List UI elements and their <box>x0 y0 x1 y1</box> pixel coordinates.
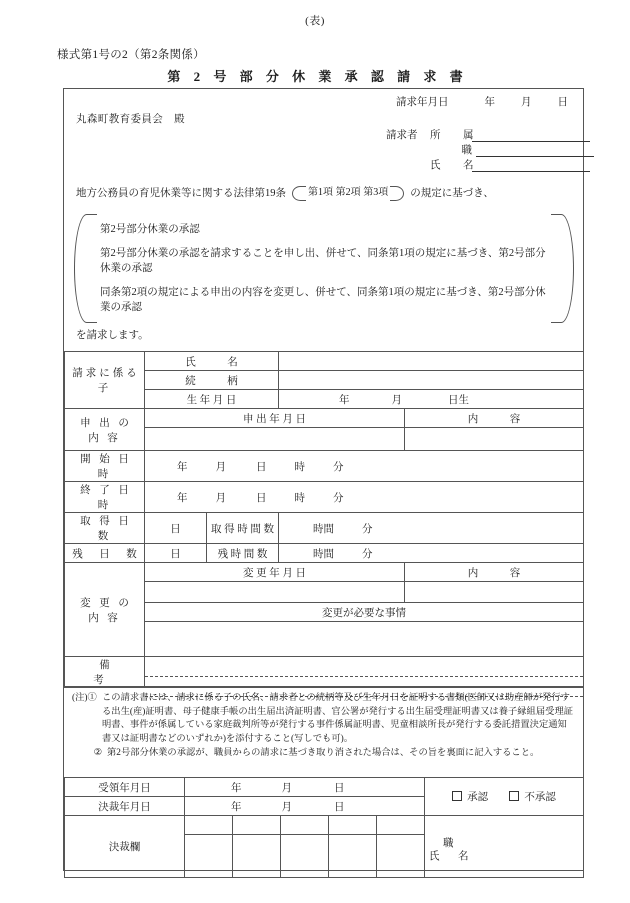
child-birth-value[interactable] <box>279 390 584 409</box>
end-year: 年 <box>177 492 188 504</box>
request-date-day[interactable]: 日 <box>557 97 568 108</box>
remarks-value[interactable] <box>145 657 584 688</box>
bracket-left-icon <box>292 186 306 201</box>
start-hour: 時 <box>294 461 305 473</box>
affiliation-label: 所 属 <box>430 130 480 141</box>
note-2-marker: ② <box>93 748 102 758</box>
table-row-start-datetime <box>65 451 584 482</box>
requester-affiliation-row <box>386 127 594 142</box>
child-birth-day: 日生 <box>448 394 469 406</box>
request-option-group[interactable] <box>74 214 574 321</box>
remaining-hours-unit: 時間 <box>313 548 334 560</box>
law-clause-line <box>76 185 494 200</box>
table-row-end-datetime <box>65 482 584 513</box>
acquired-hours-unit: 時間 <box>313 523 334 535</box>
change-date-label: 変 更 年 月 日 <box>145 563 405 582</box>
request-option-3[interactable]: 同条第2項の規定による申出の内容を変更し、併せて、同条第1項の規定に基づき、第2号部分休業の承認 <box>100 287 546 313</box>
request-date-line <box>396 94 568 109</box>
name-input[interactable] <box>472 159 590 172</box>
decision-month: 月 <box>281 801 292 813</box>
decision-day: 日 <box>334 801 345 813</box>
receipt-year: 年 <box>231 782 242 794</box>
change-reason-value[interactable] <box>145 622 584 657</box>
page-title: 第 2 号 部 分 休 業 承 認 請 求 書 <box>167 69 468 84</box>
request-date-month[interactable]: 月 <box>521 97 532 108</box>
child-section-label: 請求に係る子 <box>65 352 145 409</box>
acquired-days-label: 取 得 日 数 <box>65 513 145 544</box>
name-label: 氏 名 <box>430 160 480 171</box>
clause-option-1[interactable]: 第1項 <box>308 187 333 198</box>
acquired-days-unit: 日 <box>170 523 181 535</box>
approve-label: 承認 <box>467 792 489 803</box>
end-day: 日 <box>256 492 267 504</box>
requester-position-row <box>386 142 594 157</box>
seal-sign-cell-3[interactable] <box>281 835 329 878</box>
acquired-min-unit: 分 <box>362 523 373 535</box>
child-relation-value[interactable] <box>279 371 584 390</box>
table-row-receipt-date <box>65 778 584 797</box>
law-reference-text: 地方公務員の育児休業等に関する法律第19条 <box>76 188 286 199</box>
notes-section <box>64 686 583 765</box>
child-name-value[interactable] <box>279 352 584 371</box>
change-content-value[interactable] <box>405 582 584 603</box>
approver-identity-cell[interactable] <box>425 816 584 878</box>
approval-column-label: 決裁欄 <box>65 816 185 878</box>
requester-label: 請求者 <box>386 130 418 141</box>
receipt-date-label: 受領年月日 <box>65 778 185 797</box>
acquired-hours-value[interactable] <box>279 513 584 544</box>
requester-block <box>386 127 594 172</box>
start-month: 月 <box>215 461 226 473</box>
child-birth-label: 生 年 月 日 <box>145 390 279 409</box>
start-day: 日 <box>256 461 267 473</box>
approver-position-label: 職 <box>443 838 454 849</box>
clause-option-2[interactable]: 第2項 <box>335 187 361 198</box>
note-2-text: 第2号部分休業の承認が、職員からの請求に基づき取り消された場合は、その旨を裏面に記入すること。 <box>107 748 540 758</box>
note-1-text: この請求書には、請求に係る子の氏名、請求者との続柄等及び生年月日を証明する書類(医師又は助産師が発行する出生(産)証明書、母子健康手帳の出生届出済証明書、官公署が発行する出生届受理証明書又は養子縁組届受理証明書、事件が係属している家庭裁判所等が発行する事件係属証明書、児童相談所長が発行する委託措置決定通知書又は証明書などのいずれか)を添付すること(写しでも可)。 <box>102 693 574 744</box>
seal-cell-4[interactable] <box>329 816 377 835</box>
change-reason-label: 変更が必要な事情 <box>145 603 584 622</box>
decision-date-label: 決裁年月日 <box>65 797 185 816</box>
remaining-days-value[interactable] <box>145 544 207 563</box>
remarks-dotted-line-1 <box>145 676 583 677</box>
application-content-label: 内 容 <box>405 409 584 428</box>
decision-date-value[interactable] <box>185 797 425 816</box>
approval-decision-cell[interactable] <box>425 778 584 816</box>
change-section-label: 変 更 の 内 容 <box>65 563 145 657</box>
remaining-days-label: 残 日 数 <box>65 544 145 563</box>
seal-sign-cell-5[interactable] <box>377 835 425 878</box>
clause-option-3[interactable]: 第3項 <box>363 187 389 198</box>
change-date-value[interactable] <box>145 582 405 603</box>
remaining-hours-value[interactable] <box>279 544 584 563</box>
table-row-change-header <box>65 563 584 582</box>
request-date-year[interactable]: 年 <box>484 97 495 108</box>
note-1 <box>72 692 575 746</box>
application-date-value[interactable] <box>145 428 405 451</box>
seal-cell-3[interactable] <box>281 816 329 835</box>
table-row-acquired-days <box>65 513 584 544</box>
approval-table <box>64 777 584 878</box>
child-name-label: 氏 名 <box>145 352 279 371</box>
seal-cell-2[interactable] <box>233 816 281 835</box>
bracket-right-icon <box>390 186 404 201</box>
end-hour: 時 <box>294 492 305 504</box>
request-date-label: 請求年月日 <box>396 97 449 108</box>
child-relation-label: 続 柄 <box>145 371 279 390</box>
end-min: 分 <box>333 492 344 504</box>
start-min: 分 <box>333 461 344 473</box>
position-label: 職 <box>461 145 472 156</box>
end-datetime-label: 終 了 日 時 <box>65 482 145 513</box>
table-row-child-name <box>65 352 584 371</box>
law-suffix-text: の規定に基づき、 <box>410 188 494 199</box>
disapprove-label: 不承認 <box>524 792 556 803</box>
big-bracket-right-icon <box>551 214 574 323</box>
form-number-label: 様式第1号の2（第2条関係） <box>57 49 205 61</box>
end-datetime-value[interactable] <box>145 482 584 513</box>
form-outer-frame <box>63 88 584 871</box>
start-year: 年 <box>177 461 188 473</box>
application-section-label: 申 出 の 内 容 <box>65 409 145 451</box>
table-row-remarks <box>65 657 584 688</box>
application-content-value[interactable] <box>405 428 584 451</box>
requester-name-row <box>386 157 594 172</box>
remaining-days-unit: 日 <box>170 548 181 560</box>
decision-year: 年 <box>231 801 242 813</box>
seal-sign-cell-1[interactable] <box>185 835 233 878</box>
receipt-date-value[interactable] <box>185 778 425 797</box>
receipt-day: 日 <box>334 782 345 794</box>
clause-choice-group[interactable] <box>292 186 404 199</box>
big-bracket-left-icon <box>74 214 97 323</box>
affiliation-input[interactable] <box>472 129 590 142</box>
request-option-2[interactable]: 第2号部分休業の承認を請求することを申し出、併せて、同条第1項の規定に基づき、第2号部分休業の承認 <box>100 248 546 274</box>
child-birth-month: 月 <box>391 394 402 406</box>
end-month: 月 <box>215 492 226 504</box>
addressee: 丸森町教育委員会 殿 <box>76 114 185 125</box>
note-1-marker: (注)① <box>72 693 97 703</box>
claim-closing-text: を請求します。 <box>76 330 149 341</box>
seal-sign-cell-4[interactable] <box>329 835 377 878</box>
seal-cell-1[interactable] <box>185 816 233 835</box>
acquired-hours-label: 取 得 時 間 数 <box>207 513 279 544</box>
seal-cell-5[interactable] <box>377 816 425 835</box>
seal-sign-cell-2[interactable] <box>233 835 281 878</box>
main-form-table <box>64 351 584 688</box>
receipt-month: 月 <box>281 782 292 794</box>
page-side-label: (表) <box>305 15 325 27</box>
approver-name-label: 氏 名 <box>429 851 473 862</box>
table-row-seal-top <box>65 816 584 835</box>
position-input[interactable] <box>476 144 594 157</box>
remaining-min-unit: 分 <box>362 548 373 560</box>
approve-checkbox[interactable] <box>452 791 462 801</box>
request-options-list <box>100 222 552 315</box>
remaining-hours-label: 残 時 間 数 <box>207 544 279 563</box>
start-datetime-value[interactable] <box>145 451 584 482</box>
application-date-label: 申 出 年 月 日 <box>145 409 405 428</box>
child-birth-year: 年 <box>339 394 350 406</box>
disapprove-checkbox[interactable] <box>509 791 519 801</box>
change-content-label: 内 容 <box>405 563 584 582</box>
acquired-days-value[interactable] <box>145 513 207 544</box>
request-option-1[interactable]: 第2号部分休業の承認 <box>100 224 200 235</box>
remarks-label: 備 考 <box>65 657 145 688</box>
table-row-remaining-days <box>65 544 584 563</box>
table-row-application-header <box>65 409 584 428</box>
start-datetime-label: 開 始 日 時 <box>65 451 145 482</box>
note-2 <box>72 747 575 761</box>
